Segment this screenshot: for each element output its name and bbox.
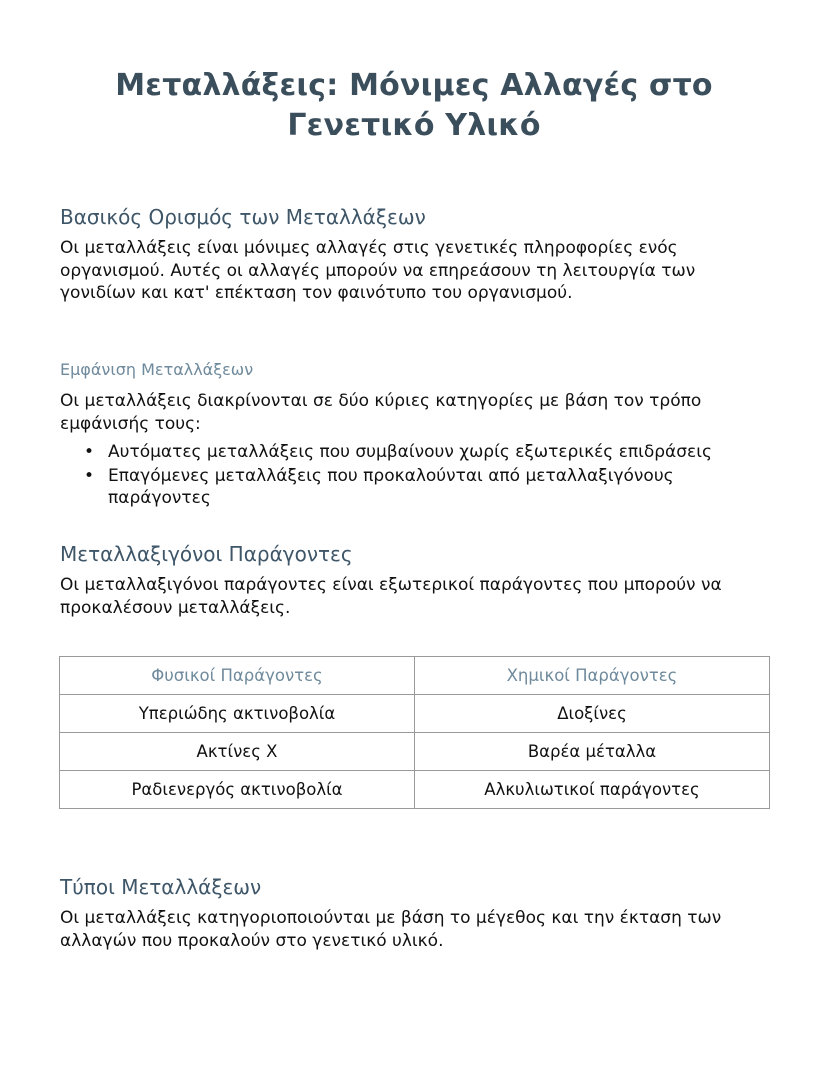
list-item: • Επαγόμενες μεταλλάξεις που προκαλούνται από μεταλλαξιγόνους παράγοντες [60, 465, 750, 510]
mutagens-table [59, 656, 770, 809]
table-cell: Βαρέα μέταλλα [415, 733, 770, 771]
mutagens-paragraph: Οι μεταλλαξιγόνοι παράγοντες είναι εξωτερικοί παράγοντες που μπορούν να προκαλέσουν μεταλλάξεις. [60, 575, 722, 618]
table-cell: Διοξίνες [415, 695, 770, 733]
definition-heading: Βασικός Ορισμός των Μεταλλάξεων [60, 205, 426, 229]
appearance-heading: Εμφάνιση Μεταλλάξεων [60, 360, 254, 379]
table-row [60, 771, 770, 809]
appearance-paragraph: Οι μεταλλάξεις διακρίνονται σε δύο κύριες κατηγορίες με βάση τον τρόπο εμφάνισής τους: [60, 391, 702, 434]
list-item: • Αυτόματες μεταλλάξεις που συμβαίνουν χωρίς εξωτερικές επιδράσεις [60, 441, 750, 464]
definition-paragraph: Οι μεταλλάξεις είναι μόνιμες αλλαγές στις γενετικές πληροφορίες ενός οργανισμού. Αυτές οι αλλαγές μπορούν να επηρεάσουν τη λειτουργία των γονιδίων και κατ' επέκταση τον φαινότυπο του οργανισμού. [60, 238, 696, 303]
table-cell: Αλκυλιωτικοί παράγοντες [415, 771, 770, 809]
table-cell: Ακτίνες Χ [60, 733, 415, 771]
table-cell: Υπεριώδης ακτινοβολία [60, 695, 415, 733]
column-header-physical: Φυσικοί Παράγοντες [60, 657, 415, 695]
table-row [60, 695, 770, 733]
mutagens-heading: Μεταλλαξιγόνοι Παράγοντες [60, 542, 353, 566]
table-header-row [60, 657, 770, 695]
types-heading: Τύποι Μεταλλάξεων [60, 875, 262, 899]
table-row [60, 733, 770, 771]
appearance-list [60, 441, 750, 511]
column-header-chemical: Χημικοί Παράγοντες [415, 657, 770, 695]
table-cell: Ραδιενεργός ακτινοβολία [60, 771, 415, 809]
page-title: Μεταλλάξεις: Μόνιμες Αλλαγές στο Γενετικό Υλικό [115, 68, 713, 143]
types-paragraph: Οι μεταλλάξεις κατηγοριοποιούνται με βάση το μέγεθος και την έκταση των αλλαγών που προκαλούν στο γενετικό υλικό. [60, 908, 722, 951]
